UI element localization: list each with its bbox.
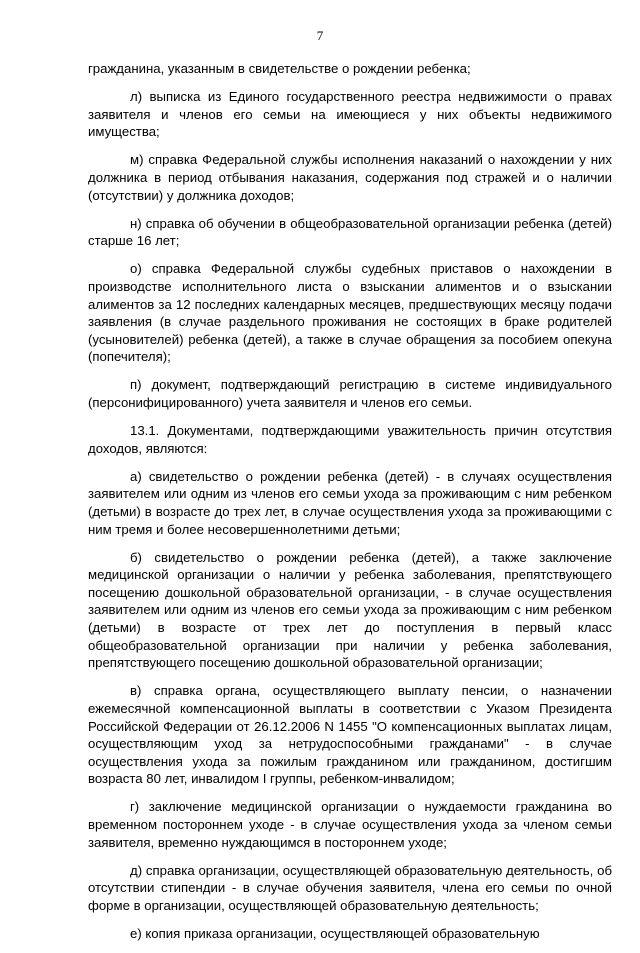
paragraph-item-l: л) выписка из Единого государственного реестра недвижимости о правах заявителя и членов его семьи на имеющиеся у них объекты недвижимого имущества; — [88, 89, 612, 140]
paragraph-item-e: е) копия приказа организации, осуществляющей образовательную — [130, 925, 540, 941]
page-number: 7 — [316, 28, 324, 43]
paragraph-item-m: м) справка Федеральной службы исполнения наказаний о нахождении у них должника в период отбывания наказания, содержания под стражей и о наличии (отсутствии) у должника доходов; — [88, 152, 612, 203]
paragraph-section-13-1: 13.1. Документами, подтверждающими уважительность причин отсутствия доходов, являются: — [88, 423, 612, 456]
paragraph-item-o: о) справка Федеральной службы судебных приставов о нахождении в производстве исполнительного листа о взыскании алиментов и о взыскании алиментов за 12 последних календарных месяцев, предшествующих месяцу подачи заявления (в случае раздельного проживания не состоящих в браке родителей (усыновителей) ребенка (детей), а также в случае обращения за пособием опекуна (попечителя); — [88, 261, 612, 365]
paragraph-item-d: д) справка организации, осуществляющей образовательную деятельность, об отсутствии стипендии - в случае обучения заявителя, члена его семьи по очной форме в организации, осуществляющей образовательную деятельность; — [88, 862, 612, 913]
paragraph-continuation: гражданина, указанным в свидетельстве о рождении ребенка; — [88, 61, 471, 76]
paragraph-item-n: н) справка об обучении в общеобразовательной организации ребенка (детей) старше 16 лет; — [88, 215, 612, 249]
paragraph-item-b: б) свидетельство о рождении ребенка (детей), а также заключение медицинской организации о наличии у ребенка заболевания, препятствующего посещению дошкольной образовательной организации, - в случае осуществления заявителем или одним из членов его семьи ухода за проживающим с ним ребенком (детьми) в возрасте от трех лет до поступления в первый класс общеобразовательной организации при наличии у ребенка заболевания, препятствующего посещению дошкольной образовательной организации; — [88, 549, 612, 671]
paragraph-item-p: п) документ, подтверждающий регистрацию в системе индивидуального (персонифицированного) учета заявителя и членов его семьи. — [88, 377, 612, 410]
paragraph-item-g: г) заключение медицинской организации о нуждаемости гражданина во временном постороннем уходе - в случае осуществления ухода за членом семьи заявителя, временно нуждающимся в постороннем уходе; — [88, 799, 612, 850]
paragraph-item-v: в) справка органа, осуществляющего выплату пенсии, о назначении ежемесячной компенсационной выплаты в соответствии с Указом Президента Российской Федерации от 26.12.2006 N 1455 "О компенсационных выплатах лицам, осуществляющим уход за нетрудоспособными гражданами" - в случае осуществления ухода за пожилым гражданином или гражданином, достигшим возраста 80 лет, инвалидом I группы, ребенком-инвалидом; — [88, 683, 612, 787]
paragraph-item-a: а) свидетельство о рождении ребенка (детей) - в случаях осуществления заявителем или одним из членов его семьи ухода за проживающим с ним ребенком (детьми) в возрасте до трех лет, в случае осуществления ухода за проживающими с ним тремя и более несовершеннолетними детьми; — [88, 468, 612, 537]
document-body — [88, 60, 612, 953]
